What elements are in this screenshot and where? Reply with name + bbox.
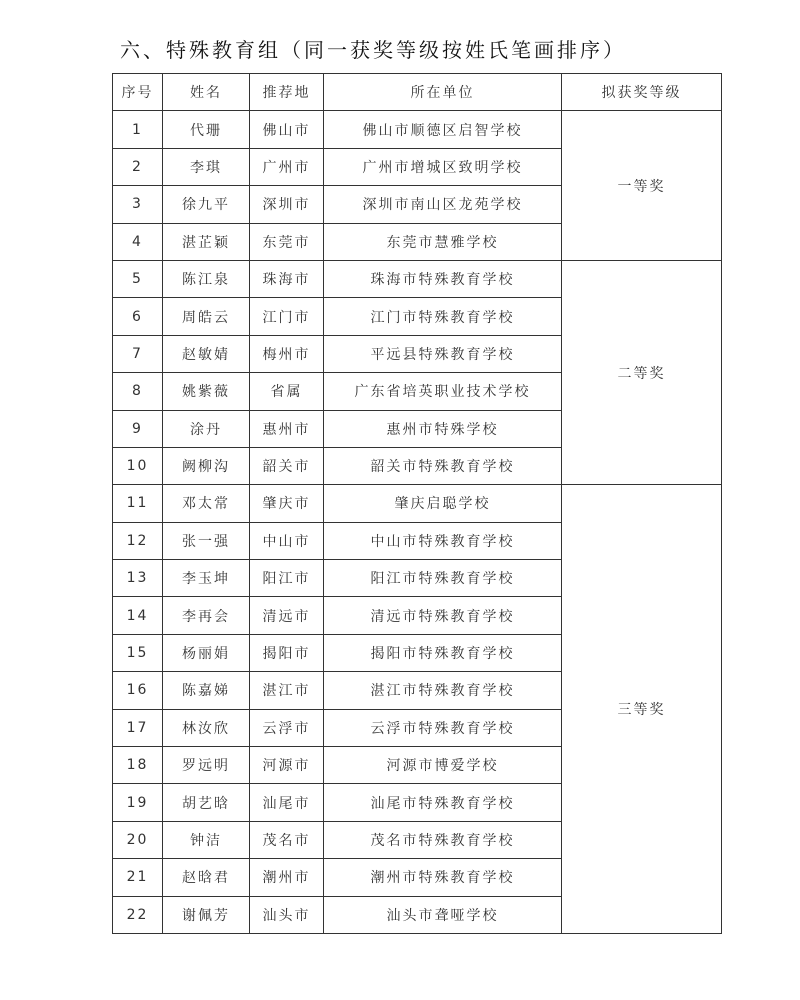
name-cell: 李琪 [163, 148, 250, 185]
serial-number-cell: 16 [113, 672, 163, 709]
region-cell: 珠海市 [250, 260, 324, 297]
name-cell: 李再会 [163, 597, 250, 634]
header-award-grade: 拟获奖等级 [562, 74, 722, 111]
table-row [113, 485, 722, 522]
unit-cell: 平远县特殊教育学校 [324, 335, 562, 372]
region-cell: 省属 [250, 373, 324, 410]
name-cell: 张一强 [163, 522, 250, 559]
name-cell: 罗远明 [163, 747, 250, 784]
unit-cell: 中山市特殊教育学校 [324, 522, 562, 559]
region-cell: 潮州市 [250, 859, 324, 896]
name-cell: 钟洁 [163, 821, 250, 858]
unit-cell: 深圳市南山区龙苑学校 [324, 186, 562, 223]
unit-cell: 东莞市慧雅学校 [324, 223, 562, 260]
region-cell: 梅州市 [250, 335, 324, 372]
name-cell: 陈嘉娣 [163, 672, 250, 709]
header-region: 推荐地 [250, 74, 324, 111]
region-cell: 肇庆市 [250, 485, 324, 522]
serial-number-cell: 1 [113, 111, 163, 148]
serial-number-cell: 20 [113, 821, 163, 858]
serial-number-cell: 10 [113, 447, 163, 484]
unit-cell: 韶关市特殊教育学校 [324, 447, 562, 484]
section-title: 六、特殊教育组（同一获奖等级按姓氏笔画排序） [120, 38, 626, 62]
table-header-row [113, 74, 722, 111]
serial-number-cell: 13 [113, 560, 163, 597]
unit-cell: 广州市增城区致明学校 [324, 148, 562, 185]
name-cell: 杨丽娟 [163, 634, 250, 671]
region-cell: 广州市 [250, 148, 324, 185]
name-cell: 胡艺晗 [163, 784, 250, 821]
header-unit: 所在单位 [324, 74, 562, 111]
header-serial-number: 序号 [113, 74, 163, 111]
serial-number-cell: 21 [113, 859, 163, 896]
serial-number-cell: 19 [113, 784, 163, 821]
region-cell: 清远市 [250, 597, 324, 634]
name-cell: 谢佩芳 [163, 896, 250, 933]
name-cell: 涂丹 [163, 410, 250, 447]
serial-number-cell: 3 [113, 186, 163, 223]
serial-number-cell: 17 [113, 709, 163, 746]
unit-cell: 河源市博爱学校 [324, 747, 562, 784]
region-cell: 汕尾市 [250, 784, 324, 821]
unit-cell: 肇庆启聪学校 [324, 485, 562, 522]
serial-number-cell: 7 [113, 335, 163, 372]
unit-cell: 茂名市特殊教育学校 [324, 821, 562, 858]
serial-number-cell: 11 [113, 485, 163, 522]
name-cell: 代珊 [163, 111, 250, 148]
name-cell: 赵晗君 [163, 859, 250, 896]
region-cell: 汕头市 [250, 896, 324, 933]
region-cell: 阳江市 [250, 560, 324, 597]
name-cell: 周皓云 [163, 298, 250, 335]
region-cell: 韶关市 [250, 447, 324, 484]
region-cell: 东莞市 [250, 223, 324, 260]
unit-cell: 阳江市特殊教育学校 [324, 560, 562, 597]
unit-cell: 惠州市特殊学校 [324, 410, 562, 447]
serial-number-cell: 2 [113, 148, 163, 185]
region-cell: 河源市 [250, 747, 324, 784]
unit-cell: 江门市特殊教育学校 [324, 298, 562, 335]
region-cell: 茂名市 [250, 821, 324, 858]
unit-cell: 清远市特殊教育学校 [324, 597, 562, 634]
name-cell: 阙柳沟 [163, 447, 250, 484]
unit-cell: 湛江市特殊教育学校 [324, 672, 562, 709]
serial-number-cell: 14 [113, 597, 163, 634]
unit-cell: 广东省培英职业技术学校 [324, 373, 562, 410]
table-row [113, 111, 722, 148]
name-cell: 李玉坤 [163, 560, 250, 597]
award-grade-cell: 二等奖 [562, 260, 722, 484]
unit-cell: 汕尾市特殊教育学校 [324, 784, 562, 821]
name-cell: 邓太常 [163, 485, 250, 522]
table-body [113, 111, 722, 934]
unit-cell: 佛山市顺德区启智学校 [324, 111, 562, 148]
unit-cell: 潮州市特殊教育学校 [324, 859, 562, 896]
serial-number-cell: 9 [113, 410, 163, 447]
serial-number-cell: 12 [113, 522, 163, 559]
unit-cell: 揭阳市特殊教育学校 [324, 634, 562, 671]
award-table [112, 73, 722, 934]
region-cell: 佛山市 [250, 111, 324, 148]
unit-cell: 云浮市特殊教育学校 [324, 709, 562, 746]
name-cell: 赵敏婧 [163, 335, 250, 372]
unit-cell: 珠海市特殊教育学校 [324, 260, 562, 297]
name-cell: 姚紫薇 [163, 373, 250, 410]
serial-number-cell: 15 [113, 634, 163, 671]
name-cell: 陈江泉 [163, 260, 250, 297]
header-name: 姓名 [163, 74, 250, 111]
region-cell: 江门市 [250, 298, 324, 335]
name-cell: 徐九平 [163, 186, 250, 223]
serial-number-cell: 4 [113, 223, 163, 260]
name-cell: 林汝欣 [163, 709, 250, 746]
region-cell: 深圳市 [250, 186, 324, 223]
region-cell: 中山市 [250, 522, 324, 559]
unit-cell: 汕头市聋哑学校 [324, 896, 562, 933]
serial-number-cell: 6 [113, 298, 163, 335]
name-cell: 湛芷颖 [163, 223, 250, 260]
serial-number-cell: 8 [113, 373, 163, 410]
region-cell: 云浮市 [250, 709, 324, 746]
region-cell: 惠州市 [250, 410, 324, 447]
serial-number-cell: 5 [113, 260, 163, 297]
serial-number-cell: 18 [113, 747, 163, 784]
region-cell: 湛江市 [250, 672, 324, 709]
region-cell: 揭阳市 [250, 634, 324, 671]
serial-number-cell: 22 [113, 896, 163, 933]
award-grade-cell: 一等奖 [562, 111, 722, 261]
table-row [113, 260, 722, 297]
award-grade-cell: 三等奖 [562, 485, 722, 934]
